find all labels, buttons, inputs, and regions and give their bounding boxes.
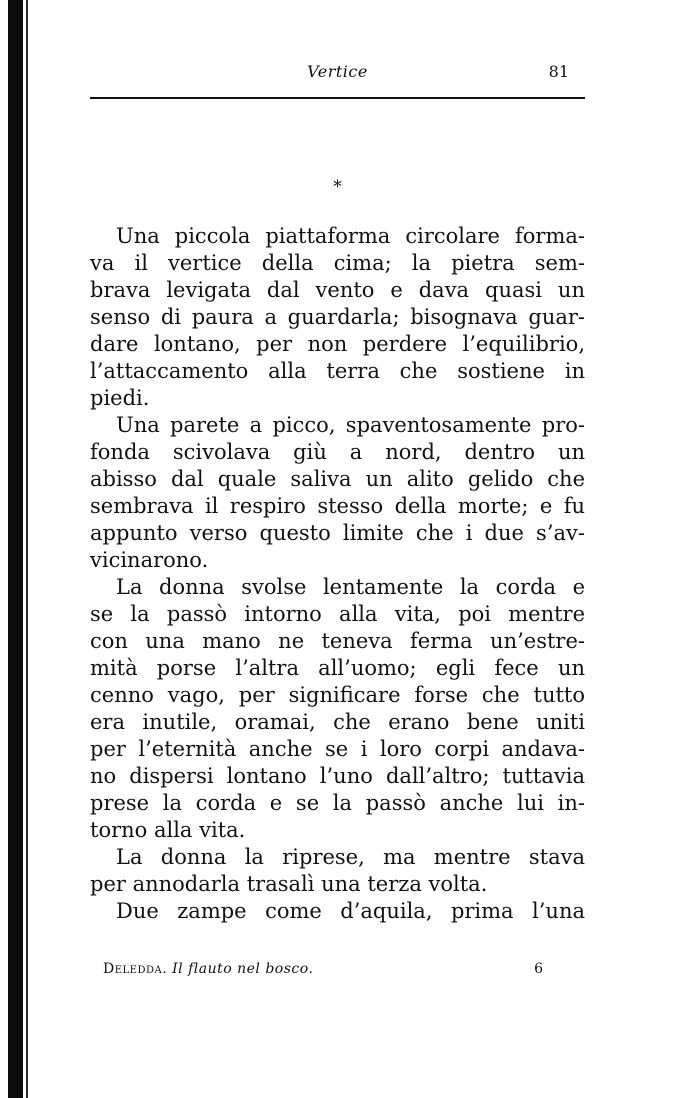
header-rule (90, 97, 585, 99)
text-line: appunto verso questo limite che i due s’av- (90, 521, 585, 545)
running-header (90, 62, 585, 92)
text-line: se la passò intorno alla vita, poi mentre (90, 602, 585, 626)
text-line: Una piccola piattaforma circolare forma- (116, 224, 585, 248)
text-line: La donna la riprese, ma mentre stava (116, 845, 585, 869)
text-line: vicinarono. (90, 548, 209, 572)
page-footer (103, 961, 543, 985)
text-line: torno alla vita. (90, 818, 246, 842)
page-number: 81 (548, 62, 569, 81)
text-line: brava levigata dal vento e dava quasi un (90, 278, 585, 302)
book-spine-shadow (8, 0, 23, 1098)
text-line: per annodarla trasalì una terza volta. (90, 872, 488, 896)
running-title: Vertice (307, 62, 368, 81)
printer-signature (103, 961, 313, 977)
sheet-number: 6 (534, 961, 543, 977)
text-line: cenno vago, per significare forse che tutto (90, 683, 585, 707)
text-line: sembrava il respiro stesso della morte; e fu (90, 494, 585, 518)
text-line: piedi. (90, 386, 150, 410)
section-separator: * (333, 177, 342, 197)
text-line: no dispersi lontano l’uno dall’altro; tuttavia (90, 764, 585, 788)
text-line: La donna svolse lentamente la corda e (116, 575, 585, 599)
text-line: l’attaccamento alla terra che sostiene in (90, 359, 585, 383)
text-line: va il vertice della cima; la pietra sem- (90, 251, 585, 275)
text-line: prese la corda e se la passò anche lui in- (90, 791, 585, 815)
text-line: dare lontano, per non perdere l’equilibrio, (90, 332, 585, 356)
signature-author: Deledda. (103, 961, 168, 977)
text-line: per l’eternità anche se i loro corpi andava- (90, 737, 585, 761)
signature-book-title: Il flauto nel bosco. (172, 961, 314, 977)
text-line: abisso dal quale saliva un alito gelido che (90, 467, 585, 491)
body-text (90, 223, 585, 925)
text-line: mità porse l’altra all’uomo; egli fece un (90, 656, 585, 680)
text-line: Una parete a picco, spaventosamente pro- (116, 413, 585, 437)
text-line: era inutile, oramai, che erano bene uniti (90, 710, 585, 734)
text-line: con una mano ne teneva ferma un’estre- (90, 629, 585, 653)
text-line: Due zampe come d’aquila, prima l’una (116, 899, 585, 923)
book-spine-edge (26, 0, 28, 1098)
text-line: senso di paura a guardarla; bisognava guar- (90, 305, 585, 329)
text-line: fonda scivolava giù a nord, dentro un (90, 440, 585, 464)
